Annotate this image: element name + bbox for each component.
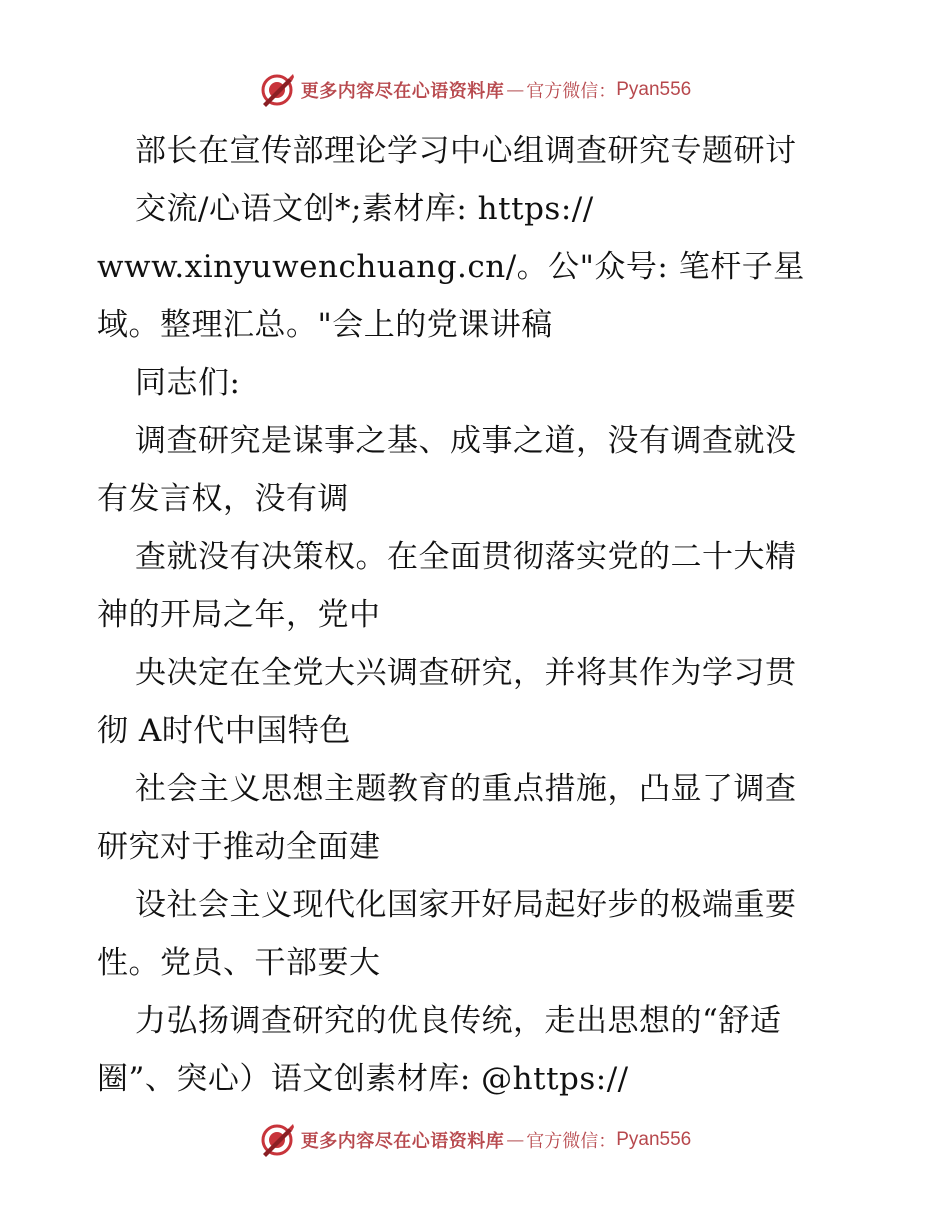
banner-main-text: 更多内容尽在心语资料库 bbox=[300, 81, 505, 102]
text-line: 设社会主义现代化国家开好局起好步的极端重要 bbox=[135, 887, 797, 923]
text-line: 社会主义思想主题教育的重点措施，凸显了调查 bbox=[135, 771, 797, 807]
banner-wechat-id: Pyan556 bbox=[616, 1129, 692, 1150]
header-banner bbox=[0, 70, 950, 110]
text-line: 央决定在全党大兴调查研究，并将其作为学习贯 bbox=[135, 655, 797, 691]
pen-logo-icon bbox=[259, 72, 295, 108]
pen-logo-icon bbox=[259, 1122, 295, 1158]
text-line: 力弘扬调查研究的优良传统，走出思想的“舒适 bbox=[135, 1003, 782, 1039]
text-line: 神的开局之年，党中 bbox=[97, 597, 381, 633]
text-line: 域。整理汇总。"会上的党课讲稿 bbox=[97, 307, 553, 343]
text-line: 交流/心语文创*;素材库: https:// bbox=[135, 191, 594, 227]
text-line: 研究对于推动全面建 bbox=[97, 829, 381, 865]
text-line: 同志们: bbox=[135, 365, 241, 401]
banner-wechat-id: Pyan556 bbox=[616, 79, 692, 100]
text-line: 彻 A时代中国特色 bbox=[97, 713, 351, 749]
text-line: 部长在宣传部理论学习中心组调查研究专题研讨 bbox=[135, 133, 797, 169]
text-line: www.xinyuwenchuang.cn/。公"众号: 笔杆子星 bbox=[97, 249, 805, 285]
banner-label: 官方微信： bbox=[526, 1131, 617, 1152]
banner-dash: — bbox=[506, 1129, 525, 1151]
text-line: 调查研究是谋事之基、成事之道，没有调查就没 bbox=[135, 423, 797, 459]
banner-dash: — bbox=[506, 79, 525, 101]
text-line: 性。党员、干部要大 bbox=[97, 945, 381, 981]
banner-main-text: 更多内容尽在心语资料库 bbox=[300, 1131, 505, 1152]
footer-banner bbox=[0, 1120, 950, 1160]
text-line: 圈”、突心）语文创素材库: @https:// bbox=[97, 1061, 629, 1097]
text-line: 查就没有决策权。在全面贯彻落实党的二十大精 bbox=[135, 539, 797, 575]
document-body bbox=[97, 122, 857, 1108]
text-line: 有发言权，没有调 bbox=[97, 481, 349, 517]
banner-label: 官方微信： bbox=[526, 81, 617, 102]
